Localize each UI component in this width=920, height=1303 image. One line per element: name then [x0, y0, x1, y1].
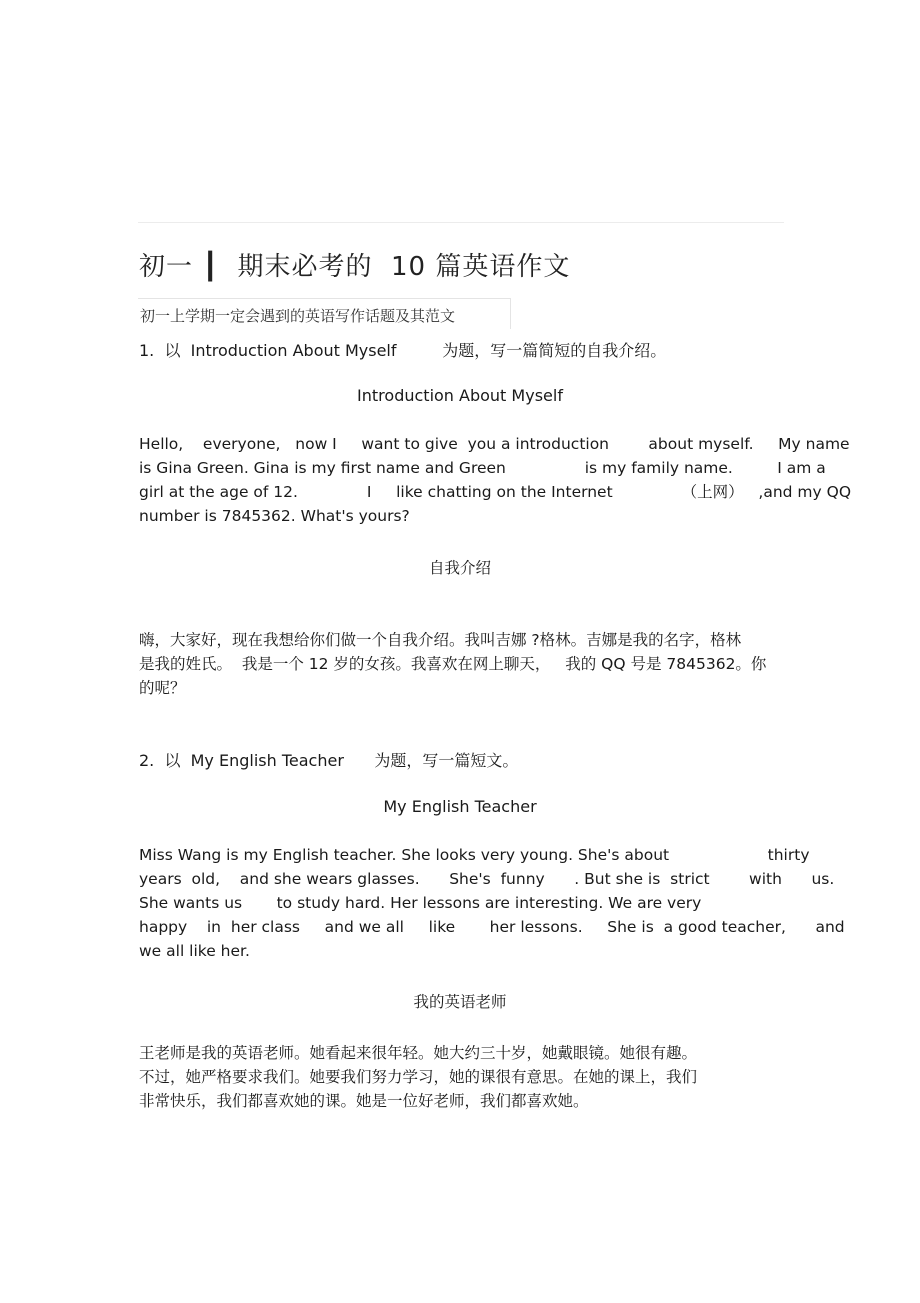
section2-prompt: 2. 以 My English Teacher 为题，写一篇短文。 — [139, 751, 519, 770]
essay-line: Miss Wang is my English teacher. She looks very young. She's about thirty — [139, 846, 810, 864]
essay-line: 的呢？ — [139, 679, 186, 697]
section2-heading-zh: 我的英语老师 — [413, 993, 507, 1011]
section2-essay-zh — [139, 1041, 787, 1113]
page-title: 初一 ┃ 期末必考的 10 篇英语作文 — [139, 252, 571, 282]
essay-line: 是我的姓氏。 我是一个 12 岁的女孩。我喜欢在网上聊天， 我的 QQ 号是 7845362。你 — [139, 655, 767, 673]
essay-line: happy in her class and we all like her lessons. She is a good teacher, and — [139, 918, 845, 936]
section2-heading-en: My English Teacher — [383, 797, 537, 816]
essay-line: 非常快乐，我们都喜欢她的课。她是一位好老师，我们都喜欢她。 — [139, 1092, 589, 1110]
essay-line: we all like her. — [139, 942, 250, 960]
section1-heading-en: Introduction About Myself — [357, 386, 563, 405]
page-subtitle: 初一上学期一定会遇到的英语写作话题及其范文 — [140, 307, 456, 325]
essay-line: 王老师是我的英语老师。她看起来很年轻。她大约三十岁，她戴眼镜。她很有趣。 — [139, 1044, 698, 1062]
essay-line: She wants us to study hard. Her lessons are interesting. We are very — [139, 894, 702, 912]
essay-line: is Gina Green. Gina is my first name and Green is my family name. I am a — [139, 459, 826, 477]
essay-line: girl at the age of 12. I like chatting on the Internet （上网） ,and my QQ — [139, 483, 852, 501]
essay-line: number is 7845362. What's yours? — [139, 507, 410, 525]
section1-prompt: 1. 以 Introduction About Myself 为题，写一篇简短的自我介绍。 — [139, 341, 667, 360]
essay-line: 不过，她严格要求我们。她要我们努力学习，她的课很有意思。在她的课上，我们 — [139, 1068, 698, 1086]
top-divider — [138, 222, 784, 223]
section1-essay-zh — [139, 628, 787, 700]
section2-essay-en — [139, 843, 845, 963]
section1-essay-en — [139, 432, 852, 528]
section1-heading-zh: 自我介绍 — [428, 559, 491, 577]
essay-line: 嗨，大家好，现在我想给你们做一个自我介绍。我叫吉娜 ?格林。吉娜是我的名字，格林 — [139, 631, 742, 649]
essay-line: years old, and she wears glasses. She's funny . But she is strict with us. — [139, 870, 835, 888]
essay-line: Hello, everyone, now I want to give you a introduction about myself. My name — [139, 435, 850, 453]
